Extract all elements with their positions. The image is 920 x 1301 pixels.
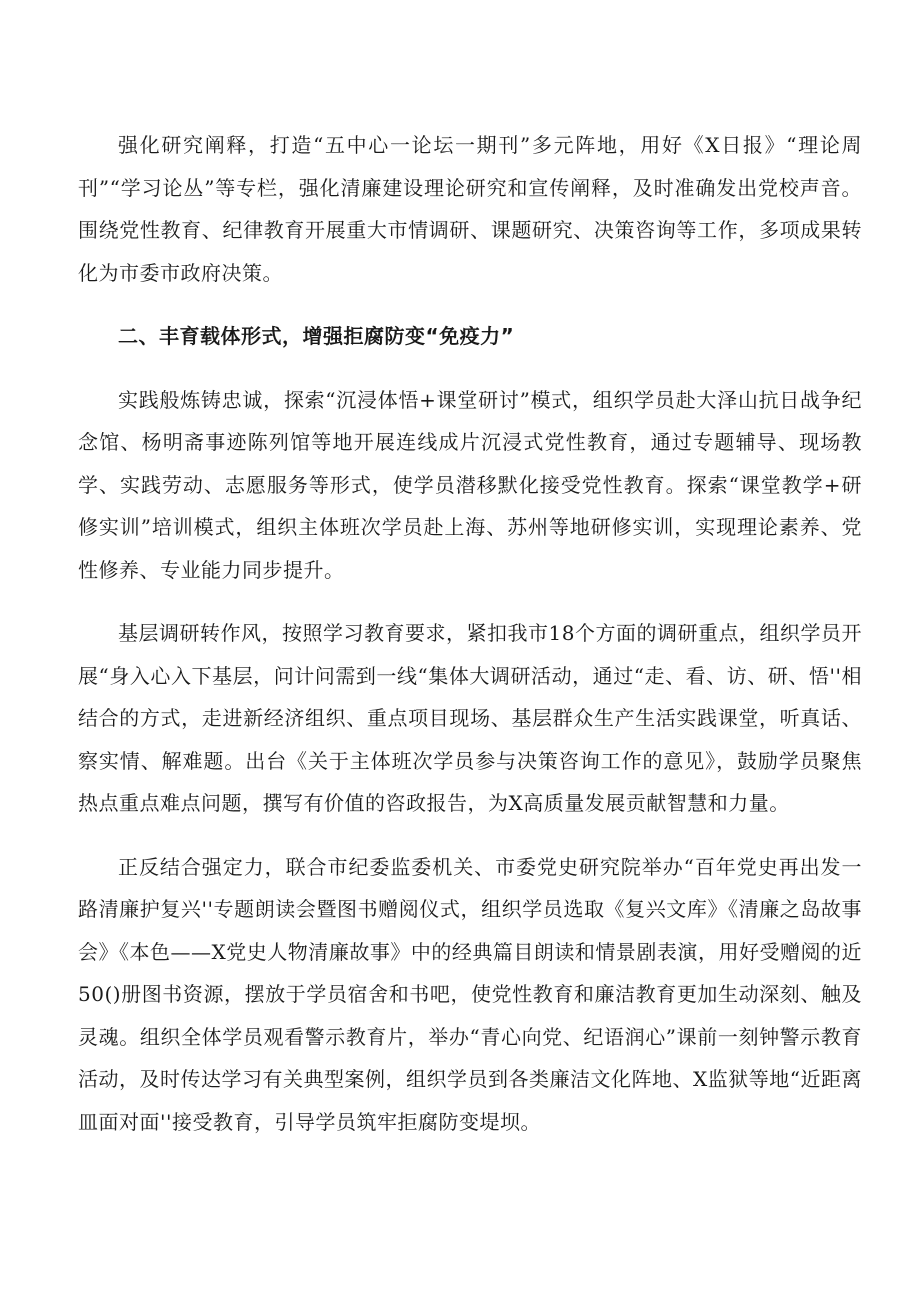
paragraph-research: 强化研究阐释，打造“五中心一论坛一期刊”多元阵地，用好《X日报》“理论周刊”“学习论丛”等专栏，强化清廉建设理论研究和宣传阐释，及时准确发出党校声音。围绕党性教育、纪律教育开展重大市情调研、课题研究、决策咨询等工作，多项成果转化为市委市政府决策。 [78, 133, 862, 285]
paragraph-grassroots: 基层调研转作风，按照学习教育要求，紧扣我市18个方面的调研重点，组织学员开展“身入心入下基层，问计问需到一线“集体大调研活动，通过“走、看、访、研、悟''相结合的方式，走进新经济组织、重点项目现场、基层群众生产生活实践课堂，听真话、察实情、解难题。出台《关于主体班次学员参与决策咨询工作的意见》，鼓励学员聚焦热点重点难点问题，撰写有价值的咨政报告，为X高质量发展贡献智慧和力量。 [78, 621, 862, 815]
paragraph-spacer [78, 358, 862, 379]
paragraph-spacer [78, 294, 862, 315]
paragraph-spacer [78, 591, 862, 612]
paragraph-practice: 实践般炼铸忠诚，探索“沉浸体悟+课堂研讨”模式，组织学员赴大泽山抗日战争纪念馆、杨明斋事迹陈列馆等地开展连线成片沉浸式党性教育，通过专题辅导、现场教学、实践劳动、志愿服务等形式，使学员潜移默化接受党性教育。探索“课堂教学+研修实训”培训模式，组织主体班次学员赴上海、苏州等地研修实训，实现理论素养、党性修养、专业能力同步提升。 [78, 387, 862, 582]
paragraph-spacer [78, 825, 862, 846]
document-body [78, 124, 862, 1143]
paragraph-discipline: 正反结合强定力，联合市纪委监委机关、市委党史研究院举办“百年党史再出发一路清廉护复兴''专题朗读会暨图书赠阅仪式，组织学员选取《复兴文库》《清廉之岛故事会》《本色——X党史人物清廉故事》中的经典篇目朗读和情景剧表演，用好受赠阅的近50()册图书资源，摆放于学员宿舍和书吧，使党性教育和廉洁教育更加生动深刻、触及灵魂。组织全体学员观看警示教育片，举办“青心向党、纪语润心”课前一刻钟警示教育活动，及时传达学习有关典型案例，组织学员到各类廉洁文化阵地、X监狱等地“近距离皿面对面''接受教育，引导学员筑牢拒腐防变堤坝。 [78, 854, 862, 1134]
section-heading: 二、丰育载体形式，增强拒腐防变“免疫力” [118, 324, 515, 348]
